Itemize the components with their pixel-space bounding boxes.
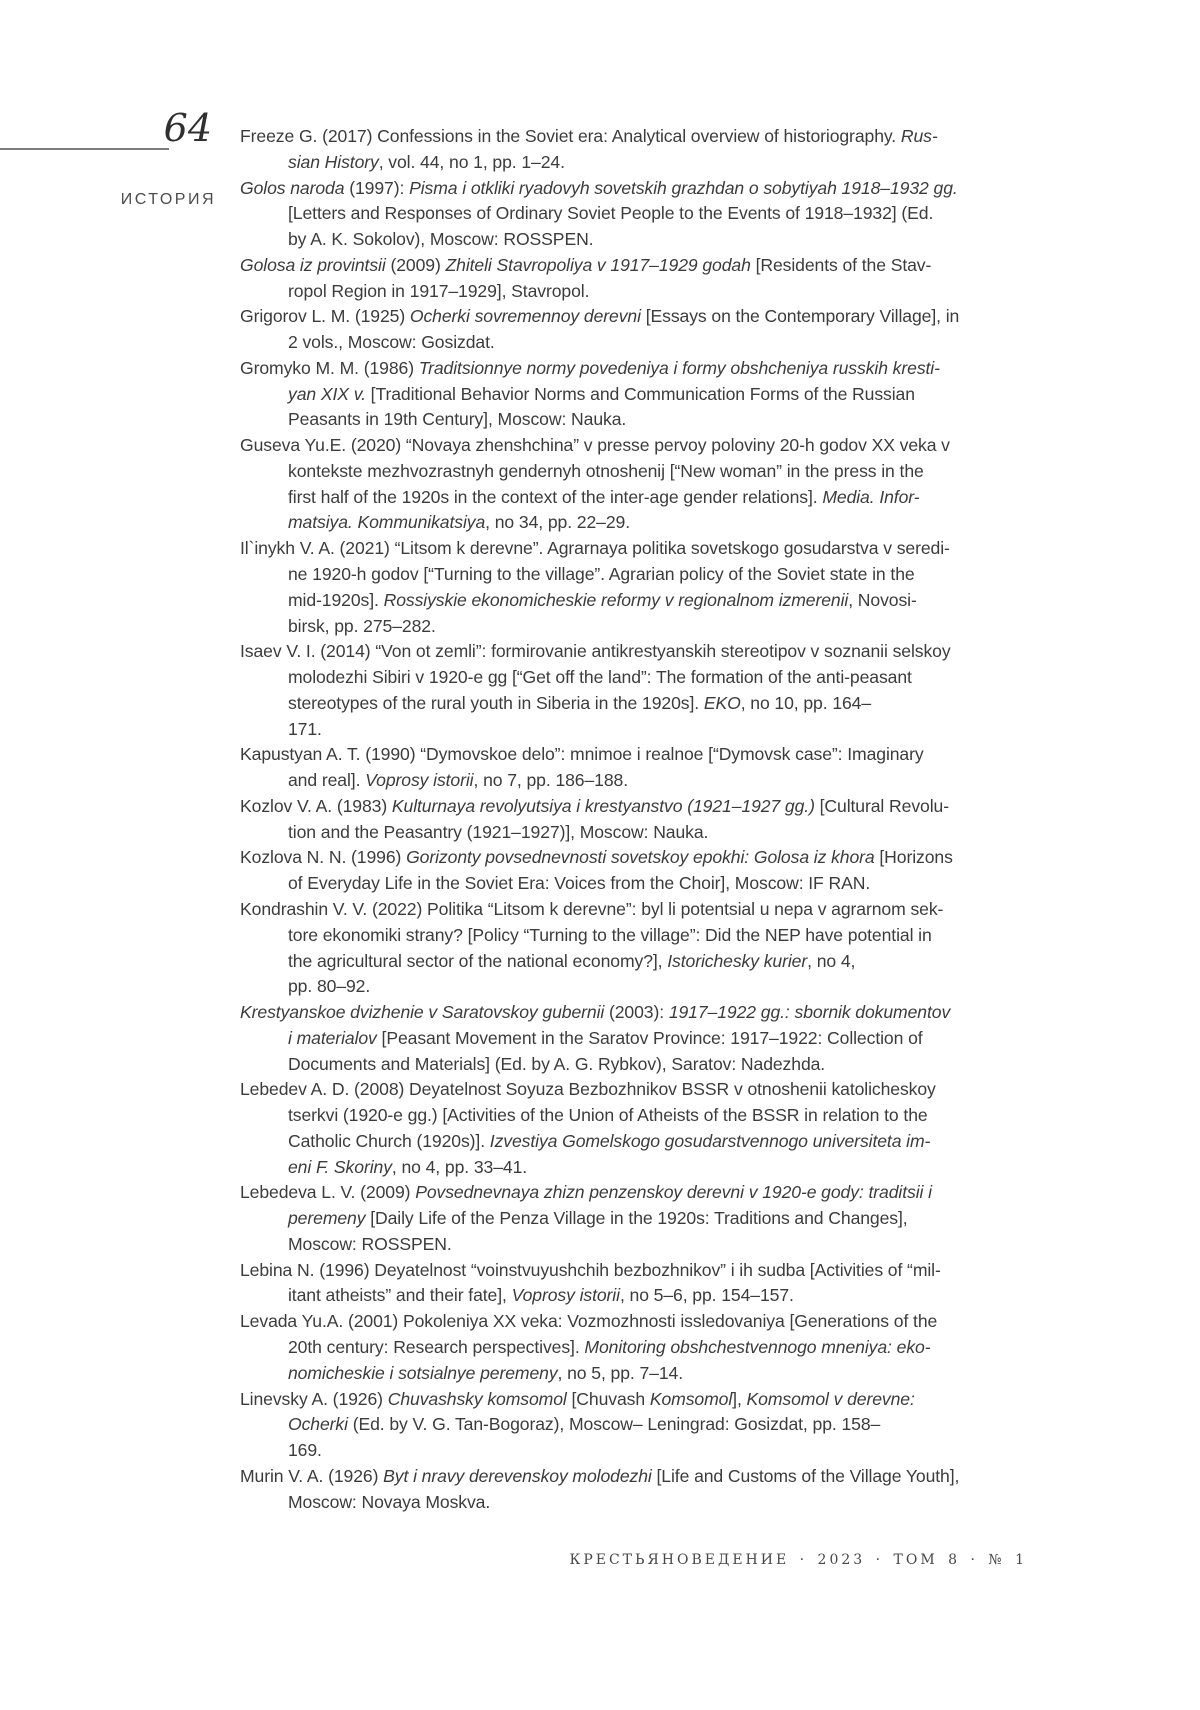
- reference-line: [240, 562, 1060, 588]
- reference-entry: [240, 794, 1060, 846]
- reference-text-segment: (2003):: [604, 1002, 669, 1023]
- reference-text-segment: kontekste mezhvozrastnyh gendernyh otnoshenij [“New woman” in the press in the: [288, 460, 924, 481]
- reference-italic-segment: Golosa iz provintsii: [240, 254, 386, 275]
- reference-italic-segment: Golos naroda: [240, 177, 345, 198]
- reference-line: [240, 639, 1060, 665]
- reference-text-segment: of Everyday Life in the Soviet Era: Voices from the Choir], Moscow: IF RAN.: [288, 873, 871, 894]
- reference-text-segment: Guseva Yu.E. (2020) “Novaya zhenshchina” v presse pervoy poloviny 20-h godov XX veka v: [240, 435, 950, 456]
- reference-text-segment: Il`inykh V. A. (2021) “Litsom k derevne”. Agrarnaya politika sovetskogo gosudarstva v seredi-: [240, 538, 950, 559]
- reference-entry: [240, 536, 1060, 639]
- reference-line: [240, 1412, 1060, 1438]
- reference-line: [240, 794, 1060, 820]
- reference-entry: [240, 253, 1060, 305]
- reference-italic-segment: yan XIX v.: [288, 383, 366, 404]
- reference-italic-segment: Chuvashsky komsomol: [387, 1388, 567, 1409]
- reference-italic-segment: Ocherki: [288, 1414, 348, 1435]
- reference-entry: [240, 742, 1060, 794]
- reference-line: [240, 1129, 1060, 1155]
- reference-line: [240, 1232, 1060, 1258]
- reference-italic-segment: i materialov: [288, 1027, 377, 1048]
- reference-italic-segment: sian History: [288, 151, 379, 172]
- section-label: ИСТОРИЯ: [120, 191, 216, 208]
- reference-entry: [240, 1464, 1060, 1516]
- reference-text-segment: Lebina N. (1996) Deyatelnost “voinstvuyushchih bezbozhnikov” i ih sudba [Activities of “mil-: [240, 1259, 941, 1280]
- reference-entry: [240, 1000, 1060, 1077]
- reference-text-segment: pp. 80–92.: [288, 976, 371, 997]
- reference-text-segment: , vol. 44, no 1, pp. 1–24.: [378, 151, 565, 172]
- reference-italic-segment: 1917–1922 gg.: sbornik dokumentov: [668, 1002, 951, 1023]
- reference-italic-segment: Krestyanskoe dvizhenie v Saratovskoy gubernii: [240, 1002, 605, 1023]
- reference-line: [240, 201, 1060, 227]
- reference-text-segment: [Daily Life of the Penza Village in the 1920s: Traditions and Changes],: [365, 1208, 908, 1229]
- reference-text-segment: (2009): [385, 254, 446, 275]
- reference-text-segment: [Chuvash: [566, 1388, 650, 1409]
- reference-line: [240, 923, 1060, 949]
- reference-text-segment: birsk, pp. 275–282.: [288, 615, 436, 636]
- reference-text-segment: Murin V. A. (1926): [240, 1465, 384, 1486]
- reference-line: [240, 665, 1060, 691]
- reference-text-segment: molodezhi Sibiri v 1920-e gg [“Get off the land”: The formation of the anti-peasant: [288, 667, 912, 688]
- reference-line: [240, 1206, 1060, 1232]
- reference-italic-segment: Traditsionnye normy povedeniya i formy obshcheniya russkih kresti-: [418, 357, 940, 378]
- reference-entry: [240, 1077, 1060, 1180]
- reference-line: [240, 1309, 1060, 1335]
- reference-line: [240, 356, 1060, 382]
- reference-line: [240, 536, 1060, 562]
- reference-line: [240, 820, 1060, 846]
- reference-line: [240, 1258, 1060, 1284]
- reference-text-segment: Freeze G. (2017) Confessions in the Soviet era: Analytical overview of historiography.: [240, 126, 901, 146]
- reference-line: [240, 1026, 1060, 1052]
- reference-text-segment: , no 10, pp. 164–: [740, 692, 872, 713]
- reference-entry: [240, 1387, 1060, 1464]
- reference-italic-segment: Rus-: [900, 126, 938, 146]
- reference-italic-segment: Media. Infor-: [822, 486, 920, 507]
- reference-text-segment: itant atheists” and their fate],: [288, 1285, 512, 1306]
- reference-italic-segment: Byt i nravy derevenskoy molodezhi: [383, 1465, 652, 1486]
- reference-text-segment: Moscow: ROSSPEN.: [288, 1233, 452, 1254]
- reference-text-segment: 2 vols., Moscow: Gosizdat.: [288, 332, 495, 353]
- reference-italic-segment: Ocherki sovremennoy derevni: [409, 306, 641, 327]
- reference-text-segment: tion and the Peasantry (1921–1927)], Moscow: Nauka.: [288, 821, 709, 842]
- reference-line: [240, 1180, 1060, 1206]
- reference-text-segment: (Ed. by V. G. Tan-Bogoraz), Moscow– Leningrad: Gosizdat, pp. 158–: [347, 1414, 881, 1435]
- reference-line: [240, 1283, 1060, 1309]
- reference-entry: [240, 304, 1060, 356]
- reference-text-segment: 171.: [288, 718, 322, 739]
- reference-entry: [240, 897, 1060, 1000]
- reference-italic-segment: Rossiyskie ekonomicheskie reformy v regionalnom izmerenii: [383, 589, 849, 610]
- reference-italic-segment: Voprosy istorii: [511, 1285, 620, 1306]
- reference-text-segment: by A. K. Sokolov), Moscow: ROSSPEN.: [288, 229, 594, 250]
- reference-text-segment: Grigorov L. M. (1925): [240, 306, 410, 327]
- reference-text-segment: Levada Yu.A. (2001) Pokoleniya XX veka: Vozmozhnosti issledovaniya [Generations of the: [240, 1311, 938, 1332]
- reference-text-segment: , no 4,: [807, 950, 856, 971]
- reference-line: [240, 1361, 1060, 1387]
- reference-text-segment: Peasants in 19th Century], Moscow: Nauka.: [288, 409, 627, 430]
- reference-line: [240, 510, 1060, 536]
- reference-entry: [240, 124, 1060, 176]
- reference-italic-segment: Kulturnaya revolyutsiya i krestyanstvo (1921–1927 gg.): [391, 795, 815, 816]
- reference-line: [240, 1000, 1060, 1026]
- reference-italic-segment: Gorizonty povsednevnosti sovetskoy epokhi: Golosa iz khora: [406, 847, 875, 868]
- reference-text-segment: [Horizons: [874, 847, 953, 868]
- reference-line: [240, 974, 1060, 1000]
- reference-line: [240, 717, 1060, 743]
- reference-text-segment: [Letters and Responses of Ordinary Soviet People to the Events of 1918–1932] (Ed.: [288, 203, 934, 224]
- reference-italic-segment: EKO: [703, 692, 741, 713]
- reference-text-segment: , no 34, pp. 22–29.: [485, 512, 631, 533]
- footer-journal-line: КРЕСТЬЯНОВЕДЕНИЕ · 2023 · ТОМ 8 · № 1: [569, 1552, 1027, 1568]
- reference-italic-segment: Voprosy istorii: [365, 770, 474, 791]
- reference-text-segment: Kozlova N. N. (1996): [240, 847, 407, 868]
- reference-italic-segment: Istorichesky kurier: [667, 950, 808, 971]
- reference-line: [240, 382, 1060, 408]
- page-number: 64: [163, 106, 212, 150]
- reference-entry: [240, 845, 1060, 897]
- reference-text-segment: the agricultural sector of the national economy?],: [288, 950, 668, 971]
- reference-text-segment: Moscow: Novaya Moskva.: [288, 1491, 491, 1512]
- reference-text-segment: , no 4, pp. 33–41.: [391, 1156, 528, 1177]
- reference-entry: [240, 1309, 1060, 1386]
- reference-text-segment: , no 5, pp. 7–14.: [557, 1362, 684, 1383]
- reference-line: [240, 1052, 1060, 1078]
- reference-line: [240, 1464, 1060, 1490]
- reference-line: [240, 485, 1060, 511]
- reference-text-segment: [Cultural Revolu-: [814, 795, 949, 816]
- reference-text-segment: Lebedeva L. V. (2009): [240, 1182, 416, 1203]
- reference-entry: [240, 1258, 1060, 1310]
- reference-italic-segment: Pisma i otkliki ryadovyh sovetskih grazhdan o sobytiyah 1918–1932 gg.: [409, 177, 958, 198]
- reference-line: [240, 1103, 1060, 1129]
- reference-line: [240, 949, 1060, 975]
- reference-text-segment: Kozlov V. A. (1983): [240, 795, 392, 816]
- reference-text-segment: [Peasant Movement in the Saratov Province: 1917–1922: Collection of: [376, 1027, 923, 1048]
- reference-text-segment: , no 7, pp. 186–188.: [473, 770, 629, 791]
- reference-entry: [240, 356, 1060, 433]
- reference-line: [240, 1490, 1060, 1516]
- reference-line: [240, 897, 1060, 923]
- reference-text-segment: Kapustyan A. T. (1990) “Dymovskoe delo”: mnimoe i realnoe [“Dymovsk case”: Imaginary: [240, 744, 924, 765]
- reference-text-segment: 20th century: Research perspectives].: [288, 1336, 585, 1357]
- reference-text-segment: (1997):: [344, 177, 410, 198]
- reference-text-segment: ],: [732, 1388, 747, 1409]
- reference-text-segment: [Traditional Behavior Norms and Communication Forms of the Russian: [365, 383, 915, 404]
- reference-line: [240, 614, 1060, 640]
- reference-line: [240, 1335, 1060, 1361]
- reference-line: [240, 845, 1060, 871]
- reference-italic-segment: eni F. Skoriny: [288, 1156, 392, 1177]
- reference-text-segment: 169.: [288, 1440, 322, 1461]
- reference-line: [240, 150, 1060, 176]
- reference-text-segment: Gromyko M. M. (1986): [240, 357, 419, 378]
- reference-text-segment: ropol Region in 1917–1929], Stavropol.: [288, 280, 590, 301]
- reference-entry: [240, 433, 1060, 536]
- reference-line: [240, 459, 1060, 485]
- reference-text-segment: Kondrashin V. V. (2022) Politika “Litsom k derevne”: byl li potentsial u nepa v agrarnom sek-: [240, 898, 944, 919]
- reference-line: [240, 253, 1060, 279]
- reference-line: [240, 691, 1060, 717]
- reference-italic-segment: Izvestiya Gomelskogo gosudarstvennogo universiteta im-: [489, 1130, 931, 1151]
- reference-line: [240, 1438, 1060, 1464]
- reference-text-segment: tore ekonomiki strany? [Policy “Turning to the village”: Did the NEP have potential in: [288, 924, 932, 945]
- reference-italic-segment: Komsomol v derevne:: [746, 1388, 915, 1409]
- reference-text-segment: and real].: [288, 770, 366, 791]
- reference-entry: [240, 1180, 1060, 1257]
- reference-text-segment: [Life and Customs of the Village Youth],: [651, 1465, 960, 1486]
- reference-line: [240, 871, 1060, 897]
- reference-line: [240, 407, 1060, 433]
- reference-text-segment: [Essays on the Contemporary Village], in: [640, 306, 960, 327]
- references-list: [240, 124, 1060, 1515]
- reference-italic-segment: peremeny: [288, 1208, 366, 1229]
- reference-text-segment: Linevsky A. (1926): [240, 1388, 388, 1409]
- reference-text-segment: [Residents of the Stav-: [750, 254, 932, 275]
- reference-text-segment: Lebedev A. D. (2008) Deyatelnost Soyuza Bezbozhnikov BSSR v otnoshenii katolicheskoy: [240, 1079, 936, 1100]
- reference-line: [240, 588, 1060, 614]
- reference-line: [240, 1155, 1060, 1181]
- reference-line: [240, 1077, 1060, 1103]
- reference-italic-segment: Komsomol: [649, 1388, 733, 1409]
- reference-text-segment: Isaev V. I. (2014) “Von ot zemli”: formirovanie antikrestyanskih stereotipov v soznanii selskoy: [240, 641, 951, 662]
- reference-line: [240, 742, 1060, 768]
- reference-text-segment: tserkvi (1920-e gg.) [Activities of the Union of Atheists of the BSSR in relation to the: [288, 1105, 928, 1126]
- reference-text-segment: Documents and Materials] (Ed. by A. G. Rybkov), Saratov: Nadezhda.: [288, 1053, 826, 1074]
- reference-line: [240, 176, 1060, 202]
- reference-line: [240, 304, 1060, 330]
- reference-italic-segment: Povsednevnaya zhizn penzenskoy derevni v 1920-e gody: traditsii i: [415, 1182, 932, 1203]
- reference-text-segment: Catholic Church (1920s)].: [288, 1130, 490, 1151]
- reference-text-segment: mid-1920s].: [288, 589, 384, 610]
- reference-line: [240, 227, 1060, 253]
- reference-text-segment: first half of the 1920s in the context of the inter-age gender relations].: [288, 486, 823, 507]
- reference-entry: [240, 176, 1060, 253]
- reference-line: [240, 1387, 1060, 1413]
- reference-italic-segment: Monitoring obshchestvennogo mneniya: eko-: [584, 1336, 931, 1357]
- reference-line: [240, 433, 1060, 459]
- reference-italic-segment: matsiya. Kommunikatsiya: [288, 512, 486, 533]
- reference-italic-segment: Zhiteli Stavropoliya v 1917–1929 godah: [445, 254, 751, 275]
- reference-text-segment: stereotypes of the rural youth in Siberia in the 1920s].: [288, 692, 704, 713]
- reference-text-segment: ne 1920-h godov [“Turning to the village”. Agrarian policy of the Soviet state in the: [288, 564, 915, 585]
- reference-entry: [240, 639, 1060, 742]
- reference-line: [240, 279, 1060, 305]
- reference-italic-segment: nomicheskie i sotsialnye peremeny: [288, 1362, 558, 1383]
- reference-text-segment: , no 5–6, pp. 154–157.: [619, 1285, 794, 1306]
- reference-line: [240, 124, 1060, 150]
- reference-line: [240, 330, 1060, 356]
- reference-line: [240, 768, 1060, 794]
- reference-text-segment: , Novosi-: [848, 589, 917, 610]
